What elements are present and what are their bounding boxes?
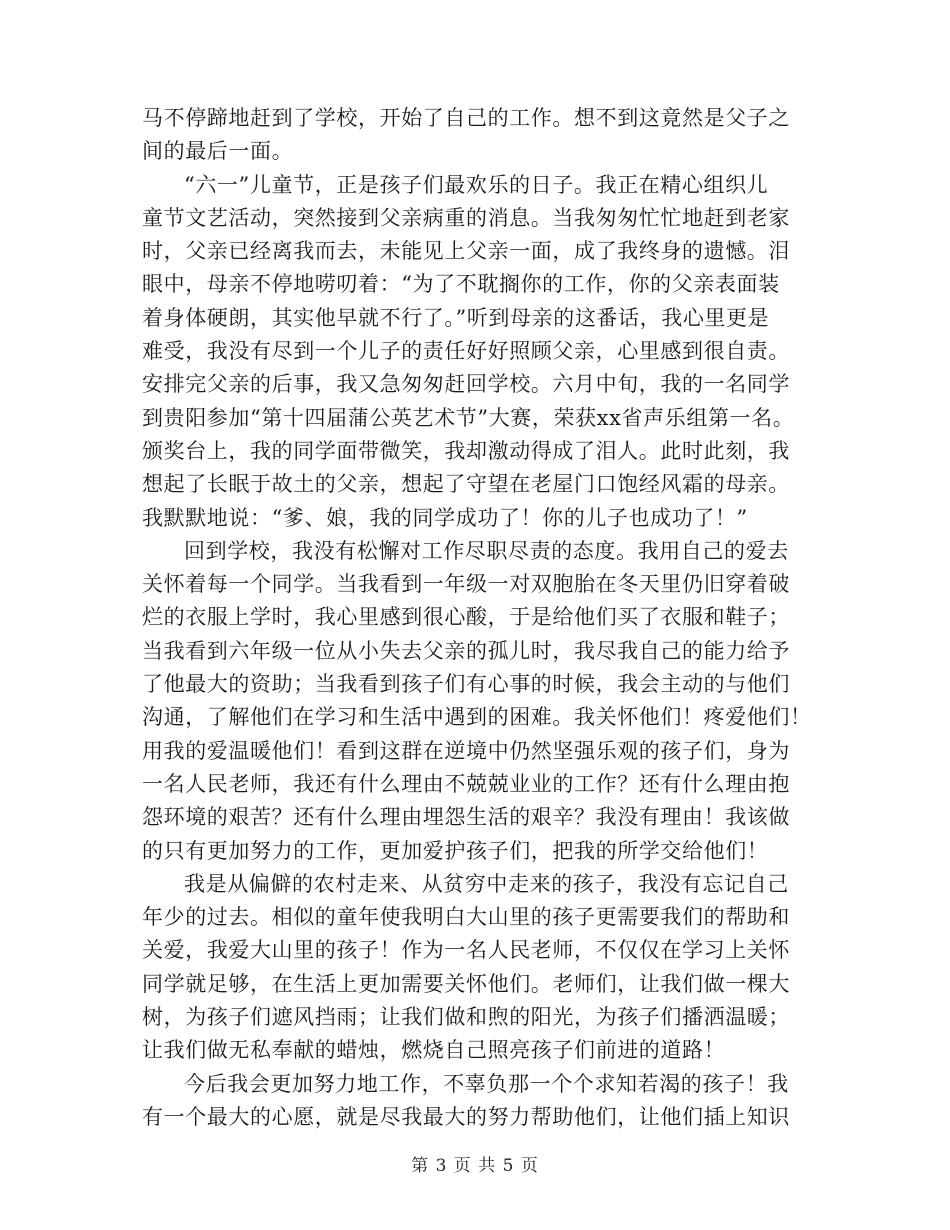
text-line: 一名人民老师，我还有什么理由不兢兢业业的工作？还有什么理由抱	[142, 771, 790, 796]
text-line: 安排完父亲的后事，我又急匆匆赶回学校。六月中旬，我的一名同学	[142, 372, 790, 397]
text-line: 到贵阳参加“第十四届蒲公英艺术节”大赛，荣获xx省声乐组第一名。	[142, 405, 795, 430]
document-body	[142, 102, 822, 1134]
text-line: 着身体硬朗，其实他早就不行了。”听到母亲的这番话，我心里更是	[142, 305, 770, 330]
text-line: 沟通，了解他们在学习和生活中遇到的困难。我关怀他们！疼爱他们！	[142, 705, 812, 730]
text-line: 的只有更加努力的工作，更加爱护孩子们，把我的所学交给他们！	[142, 838, 769, 863]
text-line: 同学就足够，在生活上更加需要关怀他们。老师们，让我们做一棵大	[142, 971, 790, 996]
text-line: 树，为孩子们遮风挡雨；让我们做和煦的阳光，为孩子们播洒温暖；	[142, 1005, 790, 1030]
paragraph-start-line: “六一”儿童节，正是孩子们最欢乐的日子。我正在精心组织儿	[184, 172, 769, 197]
text-line: 关怀着每一个同学。当我看到一年级一对双胞胎在冬天里仍旧穿着破	[142, 572, 790, 597]
text-line: 当我看到六年级一位从小失去父亲的孤儿时，我尽我自己的能力给予	[142, 638, 790, 663]
text-line: 了他最大的资助；当我看到孩子们有心事的时候，我会主动的与他们	[142, 672, 790, 697]
text-line: 想起了长眠于故土的父亲，想起了守望在老屋门口饱经风霜的母亲。	[142, 472, 790, 497]
text-line: 马不停蹄地赶到了学校，开始了自己的工作。想不到这竟然是父子之	[142, 106, 790, 130]
text-line: 童节文艺活动，突然接到父亲病重的消息。当我匆匆忙忙地赶到老家	[142, 205, 790, 230]
page-number-footer: 第 3 页 共 5 页	[411, 1156, 539, 1176]
text-line: 我默默地说：“爹、娘，我的同学成功了！你的儿子也成功了！”	[142, 505, 748, 530]
text-line: 眼中，母亲不停地唠叨着：“为了不耽搁你的工作，你的父亲表面装	[142, 272, 780, 297]
text-line: 时，父亲已经离我而去，未能见上父亲一面，成了我终身的遗憾。泪	[142, 239, 790, 264]
text-line: 用我的爱温暖他们！看到这群在逆境中仍然坚强乐观的孩子们，身为	[142, 738, 790, 763]
text-line: 颁奖台上，我的同学面带微笑，我却激动得成了泪人。此时此刻，我	[142, 438, 790, 463]
text-line: 年少的过去。相似的童年使我明白大山里的孩子更需要我们的帮助和	[142, 905, 790, 930]
text-line: 怨环境的艰苦？还有什么理由埋怨生活的艰辛？我没有理由！我该做	[142, 805, 790, 830]
text-line: 关爱，我爱大山里的孩子！作为一名人民老师，不仅仅在学习上关怀	[142, 938, 790, 963]
text-line: 烂的衣服上学时，我心里感到很心酸，于是给他们买了衣服和鞋子；	[142, 605, 790, 630]
text-line: 难受，我没有尽到一个儿子的责任好好照顾父亲，心里感到很自责。	[142, 339, 790, 364]
text-line: 让我们做无私奉献的蜡烛，燃烧自己照亮孩子们前进的道路！	[142, 1038, 726, 1063]
text-line: 间的最后一面。	[142, 139, 294, 164]
paragraph-start-line: 今后我会更加努力地工作，不辜负那一个个求知若渴的孩子！我	[184, 1071, 789, 1096]
paragraph-start-line: 回到学校，我没有松懈对工作尽职尽责的态度。我用自己的爱去	[184, 538, 789, 563]
paragraph-start-line: 我是从偏僻的农村走来、从贫穷中走来的孩子，我没有忘记自己	[184, 871, 789, 896]
text-line: 有一个最大的心愿，就是尽我最大的努力帮助他们，让他们插上知识	[142, 1104, 790, 1129]
